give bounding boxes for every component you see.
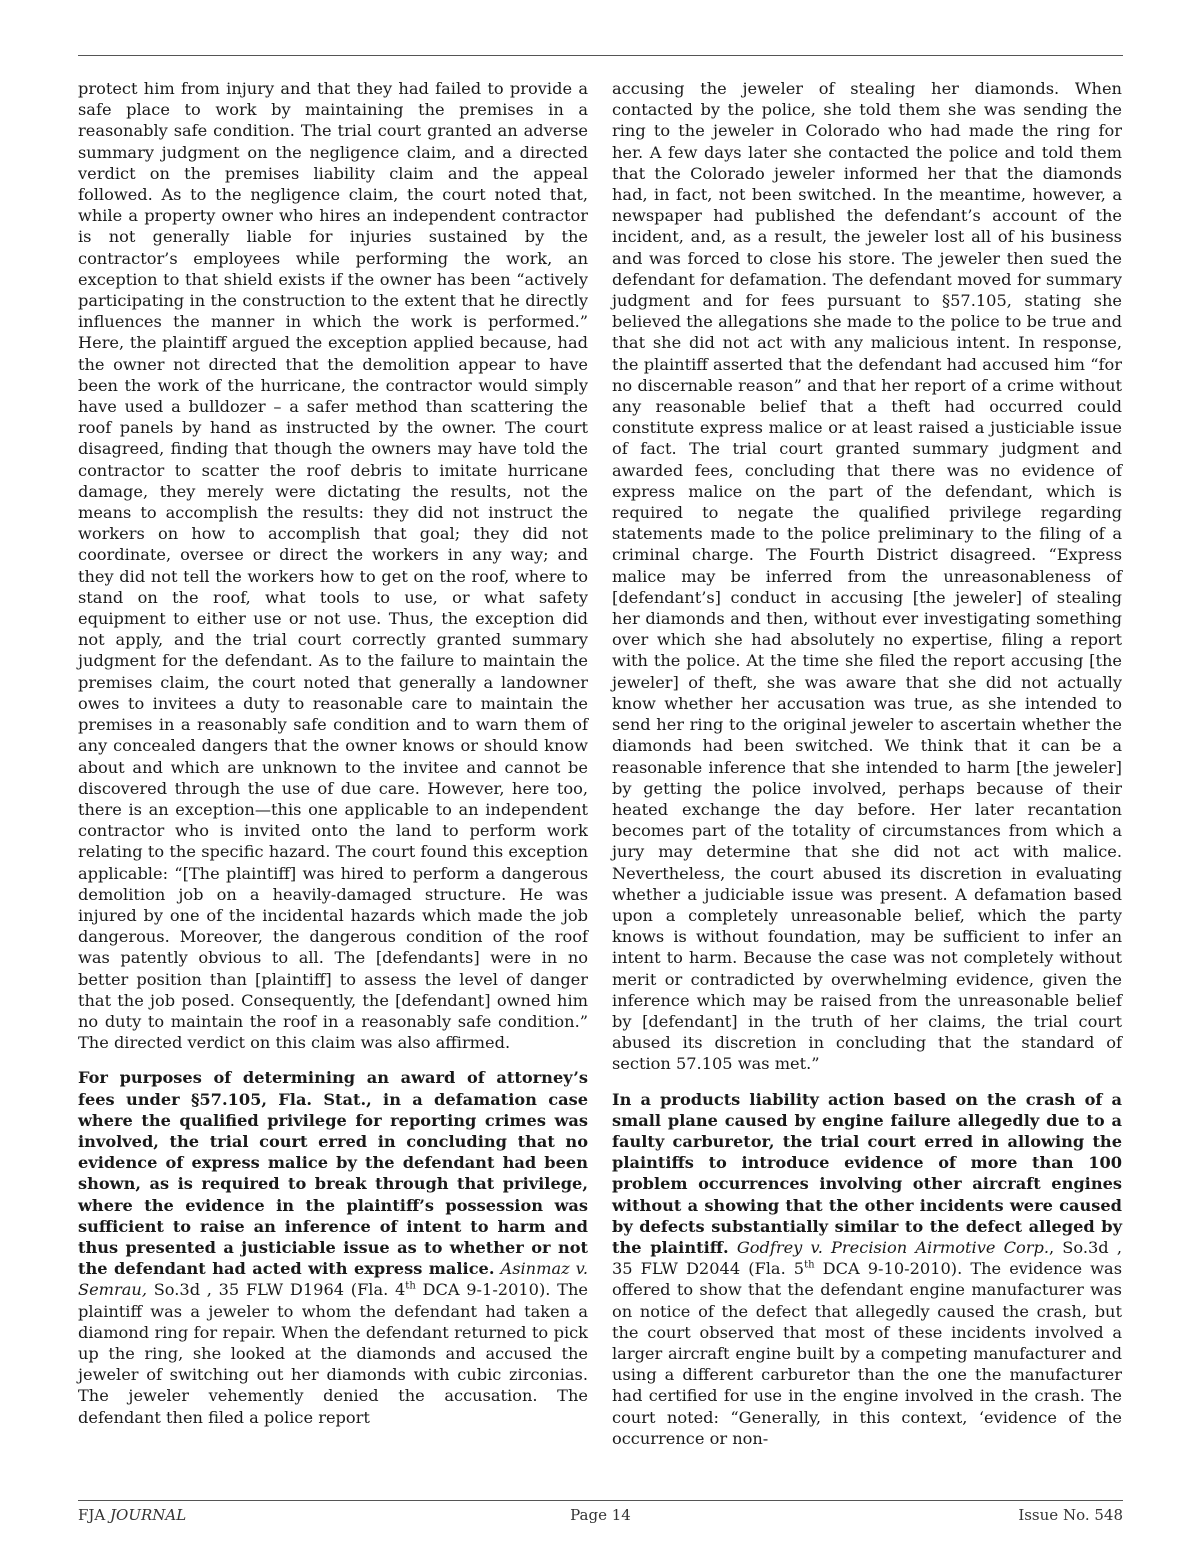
case-citation: , So.3d , 35 FLW D2044 (Fla. 5 — [612, 1237, 1122, 1279]
publication-name: FJA — [78, 1506, 111, 1524]
case-summary: The evidence was offered to show that the defendant engine manufacturer was on notice of the defect that allegedly caused the crash, but the court observed that most of these incidents involved a larger aircraft engine built by a competing manufacturer and using a different carburetor than the one the manufacturer had certified for use in the engine involved in the crash. The court noted: “Generally, in this context, ‘evidence of the occurrence or non- — [612, 1259, 1122, 1448]
case-citation-end: DCA 9-1-2010). — [415, 1280, 551, 1300]
case-citation-end: DCA 9-10-2010). — [814, 1259, 963, 1279]
publication-name-italic: JOURNAL — [110, 1506, 187, 1524]
case-headnote: For purposes of determining an award of attorney’s fees under §57.105, Fla. Stat., in a defamation case where the qualified privilege for reporting crimes was involved, the trial court erred in concluding that no evidence of express malice by the defendant had been shown, as is required to break through that privilege, where the evidence in the plaintiff’s possession was sufficient to raise an inference of intent to harm and thus presented a justiciable issue as to whether or not the defendant had acted with express malice. — [78, 1068, 588, 1279]
paragraph-defamation-continued: accusing the jeweler of stealing her diamonds. When contacted by the police, she told them she was sending the ring to the jeweler in Colorado who had made the ring for her. A few days later she contacted the police and told them that the Colorado jeweler informed her that the diamonds had, in fact, not been switched. In the meantime, however, a newspaper had published the defendant’s account of the incident, and, as a result, the jeweler lost all of his business and was forced to close his store. The jeweler then sued the defendant for defamation. The defendant moved for summary judgment and for fees pursuant to §57.105, stating she believed the allegations she made to the police to be true and that she did not act with any malicious intent. In response, the plaintiff asserted that the defendant had accused him “for no discernable reason” and that her report of a crime without any reasonable belief that a theft had occurred could constitute express malice or at least raised a justiciable issue of fact. The trial court granted summary judgment and awarded fees, concluding that there was no evidence of express malice on the part of the defendant, which is required to negate the qualified privilege regarding statements made to the police preliminary to the filing of a criminal charge. The Fourth District disagreed. “Express malice may be inferred from the unreasonableness of [defendant’s] conduct in accusing [the jeweler] of stealing her diamonds and then, without ever investigating something over which she had absolutely no expertise, filing a report with the police. At the time she filed the report accusing [the jeweler] of theft, she was aware that she did not actually know whether her accusation was true, as she intended to send her ring to the original jeweler to ascertain whether the diamonds had been switched. We think that it can be a reasonable inference that she intended to harm [the jeweler] by getting the police involved, perhaps because of their heated exchange the day before. Her later recantation becomes part of the totality of circumstances from which a jury may determine that she did not act with malice. Nevertheless, the court abused its discretion in evaluating whether a judiciable issue was present. A defamation based upon a completely unreasonable belief, which the party knows is without foundation, may be sufficient to infer an intent to harm. Because the case was not completely without merit or contradicted by overwhelming evidence, given the inference which may be raised from the unreasonable belief by [defendant] in the truth of her claims, the trial court abused its discretion in concluding that the standard of section 57.105 was met.” — [612, 79, 1122, 1074]
paragraph-asinmaz-v-semrau — [78, 1067, 588, 1427]
footer-issue-number: Issue No. 548 — [1018, 1506, 1123, 1524]
case-summary: The plaintiff was a jeweler to whom the defendant had taken a diamond ring for repair. When the defendant returned to pick up the ring, she looked at the diamonds and accused the jeweler of switching out her diamonds with cubic zirconias. The jeweler vehemently denied the accusation. The defendant then filed a police report — [78, 1280, 588, 1427]
paragraph-godfrey-v-precision — [612, 1089, 1122, 1449]
case-headnote: In a products liability action based on the crash of a small plane caused by engine failure allegedly due to a faulty carburetor, the trial court erred in allowing the plaintiffs to introduce evidence of more than 100 problem occurrences involving other aircraft engines without a showing that the other incidents were caused by defects substantially similar to the defect alleged by the plaintiff. — [612, 1089, 1122, 1257]
case-name: Asinmaz v. Semrau, — [78, 1259, 588, 1300]
right-column — [612, 78, 1122, 1449]
case-name: Godfrey v. Precision Airmotive Corp. — [736, 1237, 1049, 1257]
footer-rule — [78, 1500, 1123, 1501]
page-footer — [78, 1506, 1123, 1526]
ordinal-suffix: th — [804, 1259, 815, 1271]
paragraph-premises-liability: protect him from injury and that they had failed to provide a safe place to work by maintaining the premises in a reasonably safe condition. The trial court granted an adverse summary judgment on the negligence claim, and a directed verdict on the premises liability claim and the appeal followed. As to the negligence claim, the court noted that, while a property owner who hires an independent contractor is not generally liable for injuries sustained by the contractor’s employees while performing the work, an exception to that shield exists if the owner has been “actively participating in the construction to the extent that he directly influences the manner in which the work is performed.” Here, the plaintiff argued the exception applied because, had the owner not directed that the demolition appear to have been the work of the hurricane, the contractor would simply have used a bulldozer – a safer method than scattering the roof panels by hand as instructed by the owner. The court disagreed, finding that though the owners may have told the contractor to scatter the roof debris to imitate hurricane damage, they merely were dictating the results, not the means to accomplish the results: they did not instruct the workers on how to accomplish that goal; they did not coordinate, oversee or direct the workers in any way; and they did not tell the workers how to get on the roof, where to stand on the roof, what tools to use, or what safety equipment to either use or not use. Thus, the exception did not apply, and the trial court correctly granted summary judgment for the defendant. As to the failure to maintain the premises claim, the court noted that generally a landowner owes to invitees a duty to reasonable care to maintain the premises in a reasonably safe condition and to warn them of any concealed dangers that the owner knows or should know about and which are unknown to the invitee and cannot be discovered through the use of due care. However, here too, there is an exception—this one applicable to an independent contractor who is invited onto the land to perform work relating to the specific hazard. The court found this exception applicable: “[The plaintiff] was hired to perform a dangerous demolition job on a heavily-damaged structure. He was injured by one of the incidental hazards which made the job dangerous. Moreover, the dangerous condition of the roof was patently obvious to all. The [defendants] were in no better position than [plaintiff] to assess the level of danger that the job posed. Consequently, the [defendant] owned him no duty to maintain the roof in a reasonably safe condition.” The directed verdict on this claim was also affirmed. — [78, 79, 588, 1053]
left-column — [78, 78, 588, 1428]
case-citation: So.3d , 35 FLW D1964 (Fla. 4 — [153, 1280, 406, 1300]
ordinal-suffix: th — [405, 1280, 416, 1292]
header-rule — [78, 55, 1123, 56]
footer-page-number: Page 14 — [570, 1506, 631, 1524]
